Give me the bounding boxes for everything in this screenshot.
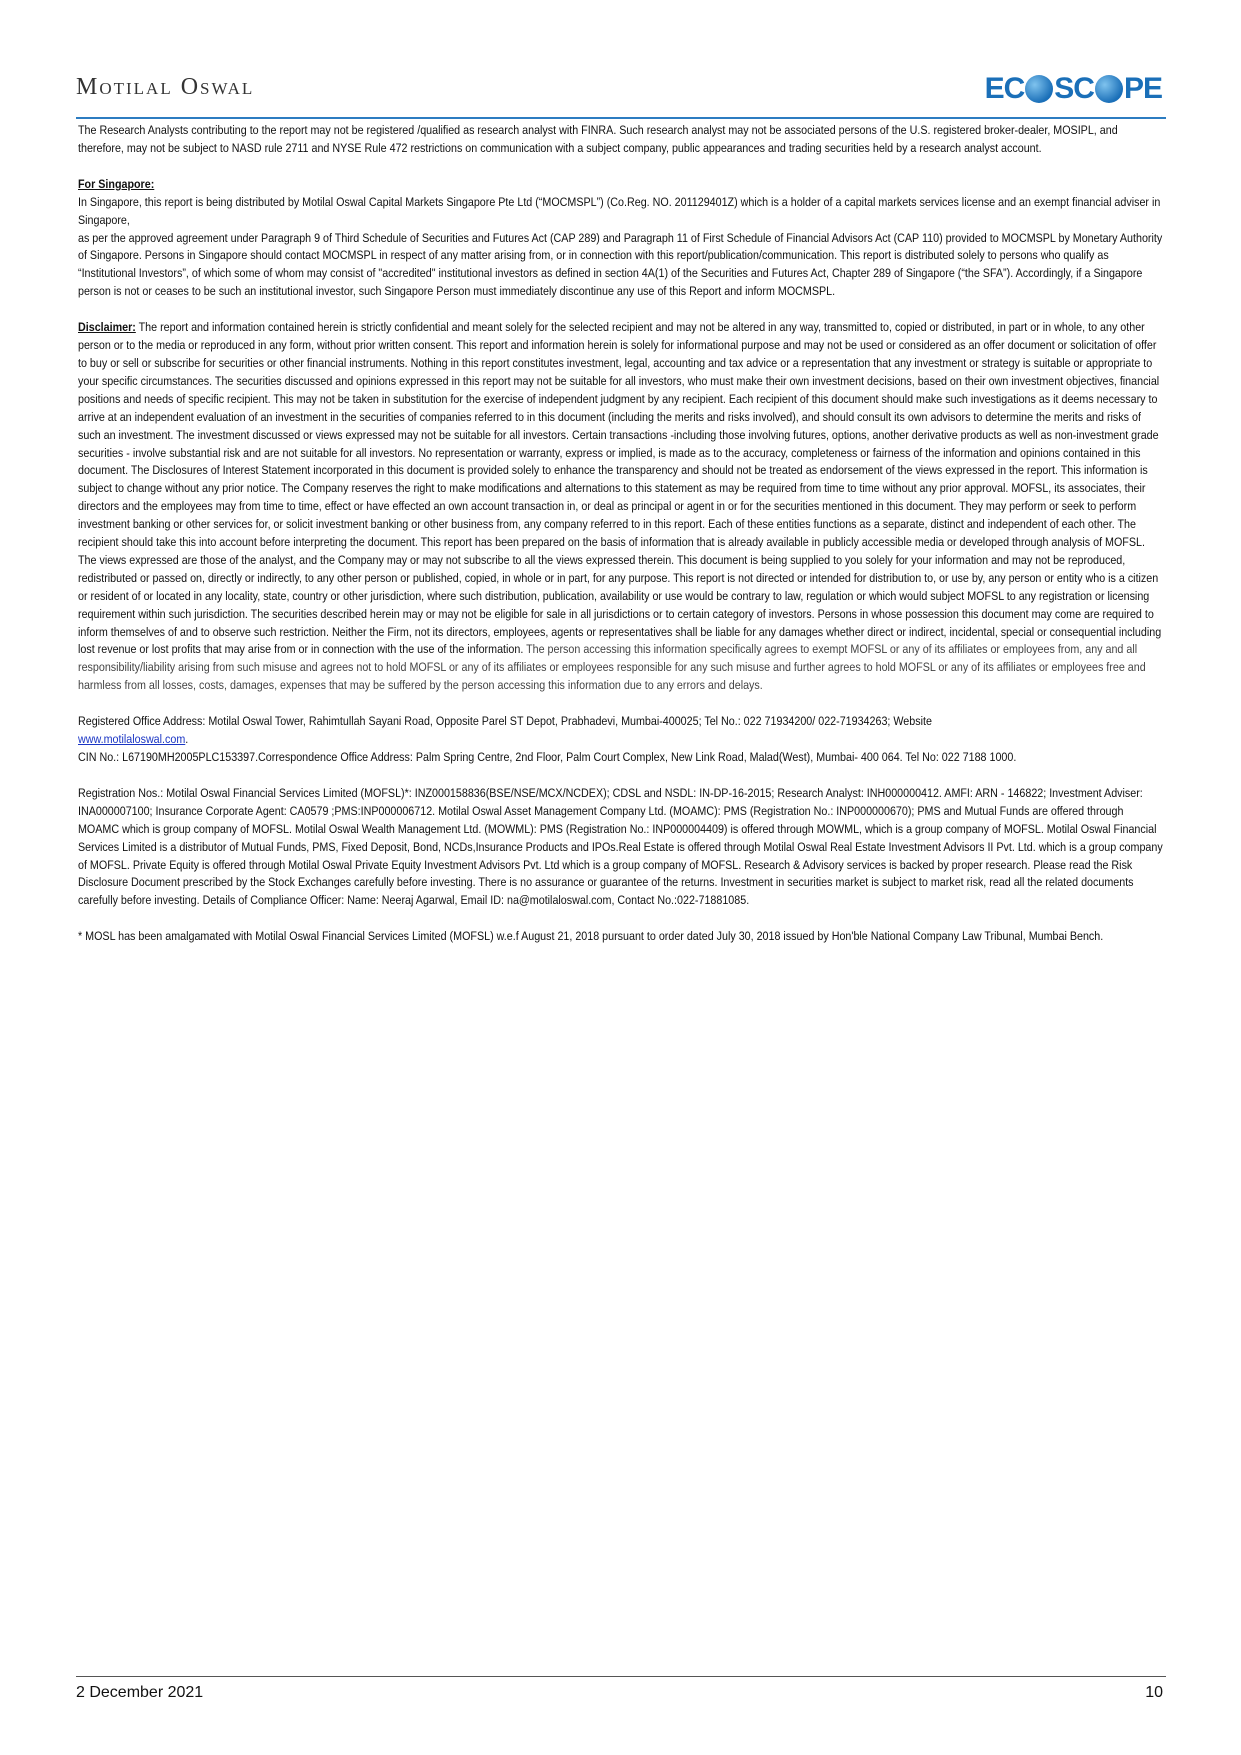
page-number: 10	[1145, 1684, 1163, 1701]
research-analyst-paragraph: The Research Analysts contributing to the report may not be registered /qualified as research analyst with FINRA. Such research analyst may not be associated persons of the U.S. registered broker-dealer, MOSIPL, and therefore, may not be subject to NASD rule 2711 and NYSE Rule 472 restrictions on communication with a subject company, public appearances and trading securities held by a research analyst account.	[78, 123, 1118, 155]
globe-icon	[1025, 75, 1053, 103]
disclaimer-text: The report and information contained herein is strictly confidential and meant solely for the selected recipient and may not be altered in any way, transmitted to, copied or distributed, in part or in whole, to any other person or to the media or reproduced in any form, without prior written consent. This report and information herein is solely for informational purpose and may not be used or considered as an offer document or solicitation of offer to buy or sell or subscribe for securities or other financial instruments. Nothing in this report constitutes investment, legal, accounting and tax advice or a representation that any investment or strategy is suitable or appropriate to your specific circumstances. The securities discussed and opinions expressed in this report may not be suitable for all investors, who must make their own investment decisions, based on their own investment objectives, financial positions and needs of specific recipient. This may not be taken in substitution for the exercise of independent judgment by any recipient. Each recipient of this document should make such investigations as it deems necessary to arrive at an independent evaluation of an investment in the securities of companies referred to in this document (including the merits and risks involved), and should consult its own advisors to determine the merits and risks of such an investment. The investment discussed or views expressed may not be suitable for all investors. Certain transactions -including those involving futures, options, another derivative products as well as non-investment grade securities - involve substantial risk and are not suitable for all investors. No representation or warranty, express or implied, is made as to the accuracy, completeness or fairness of the information and opinions contained in this document. The Disclosures of Interest Statement incorporated in this document is provided solely to enhance the transparency and should not be treated as endorsement of the views expressed in the report. This information is subject to change without any prior notice. The Company reserves the right to make modifications and alternations to this statement as may be required from time to time without any prior approval. MOFSL, its associates, their directors and the employees may from time to time, effect or have effected an own account transaction in, or deal as principal or agent in or for the securities mentioned in this document. They may perform or seek to perform investment banking or other services for, or solicit investment banking or other business from, any company referred to in this report. Each of these entities functions as a separate, distinct and independent of each other. The recipient should take this into account before interpreting the document. This report has been prepared on the basis of information that is already available in publicly accessible media or developed through analysis of MOFSL. The views expressed are those of the analyst, and the Company may or may not subscribe to all the views expressed therein. This document is being supplied to you solely for your information and may not be reproduced, redistributed or passed on, directly or indirectly, to any other person or published, copied, in whole or in part, for any purpose. This report is not directed or intended for distribution to, or use by, any person or entity who is a citizen or resident of or located in any locality, state, country or other jurisdiction, where such distribution, publication, availability or use would be contrary to law, regulation or which would subject MOFSL to any registration or licensing requirement within such jurisdiction. The securities described herein may or may not be eligible for sale in all jurisdictions or to certain category of investors. Persons in whose possession this document may come are required to inform themselves of and to observe such restriction. Neither the Firm, not its directors, employees, agents or representatives shall be liable for any damages whether direct or indirect, incidental, special or consequential including lost revenue or lost profits that may arise from or in connection with the use of the information.	[78, 320, 1162, 657]
disclaimer-liability-text: The person accessing this information specifically agrees to exempt MOFSL or any of its affiliates or employees from, any and all responsibility/liability arising from such misuse and agrees not to hold MOFSL or any of its affiliates or employees responsible for any such misuse and further agrees to hold MOFSL or any of its affiliates or employees free and harmless from all losses, costs, damages, expenses that may be suffered by the person accessing this information due to any errors and delays.	[78, 642, 1146, 693]
disclaimer-heading: Disclaimer:	[78, 320, 136, 335]
ecoscope-logo-part: PE	[1123, 72, 1162, 105]
header-divider	[76, 117, 1166, 119]
disclaimer-section	[78, 319, 1164, 695]
page-body	[78, 122, 1164, 964]
singapore-text-2: as per the approved agreement under Paragraph 9 of Third Schedule of Securities and Futures Act (CAP 289) and Paragraph 11 of First Schedule of Financial Advisors Act (CAP 110) provided to MOCMSPL by Monetary Authority of Singapore. Persons in Singapore should contact MOCMSPL in respect of any matter arising from, or in connection with this report/publication/communication. This report is distributed solely to persons who qualify as “Institutional Investors”, of which some of whom may consist of "accredited" institutional investors as defined in section 4A(1) of the Securities and Futures Act, Chapter 289 of Singapore (“the SFA”). Accordingly, if a Singapore person is not or ceases to be such an institutional investor, such Singapore Person must immediately discontinue any use of this Report and inform MOCMSPL.	[78, 230, 1163, 299]
registered-office-text: Registered Office Address: Motilal Oswal Tower, Rahimtullah Sayani Road, Opposite Parel ST Depot, Prabhadevi, Mumbai-400025; Tel No.: 022 71934200/ 022-71934263; Website	[78, 714, 932, 729]
footer-divider	[76, 1676, 1166, 1677]
cin-text: CIN No.: L67190MH2005PLC153397.Correspondence Office Address: Palm Spring Centre, 2nd Floor, Palm Court Complex, New Link Road, Malad(West), Mumbai- 400 064. Tel No: 022 7188 1000.	[78, 750, 1017, 764]
singapore-section	[78, 176, 1164, 301]
globe-icon	[1095, 75, 1123, 103]
office-address-section	[78, 713, 1164, 767]
website-link-suffix: .	[185, 732, 189, 747]
ecoscope-logo-part: SC	[1054, 72, 1094, 105]
website-link[interactable]: www.motilaloswal.com	[78, 732, 186, 747]
motilal-oswal-logo: Motilal Oswal	[76, 74, 255, 100]
ecoscope-logo-part: EC	[984, 72, 1025, 105]
footer-date: 2 December 2021	[76, 1684, 204, 1701]
ecoscope-logo	[985, 72, 1162, 106]
page-header	[76, 70, 1166, 118]
amalgamation-paragraph: * MOSL has been amalgamated with Motilal Oswal Financial Services Limited (MOFSL) w.e.f August 21, 2018 pursuant to order dated July 30, 2018 issued by Hon'ble National Company Law Tribunal, Mumbai Bench.	[78, 929, 1104, 944]
registration-paragraph: Registration Nos.: Motilal Oswal Financial Services Limited (MOFSL)*: INZ000158836(BSE/NSE/MCX/NCDEX); CDSL and NSDL: IN-DP-16-2015; Research Analyst: INH000000412. AMFI: ARN - 146822; Investment Adviser: INA000007100; Insurance Corporate Agent: CA0579 ;PMS:INP000006712. Motilal Oswal Asset Management Company Ltd. (MOAMC): PMS (Registration No.: INP000000670); PMS and Mutual Funds are offered through MOAMC which is group company of MOFSL. Motilal Oswal Wealth Management Ltd. (MOWML): PMS (Registration No.: INP000004409) is offered through MOWML, which is a group company of MOFSL. Motilal Oswal Financial Services Limited is a distributor of Mutual Funds, PMS, Fixed Deposit, Bond, NCDs,Insurance Products and IPOs.Real Estate is offered through Motilal Oswal Real Estate Investment Advisors II Pvt. Ltd. which is a group company of MOFSL. Private Equity is offered through Motilal Oswal Private Equity Investment Advisors Pvt. Ltd which is a group company of MOFSL. Research & Advisory services is backed by proper research. Please read the Risk Disclosure Document prescribed by the Stock Exchanges carefully before investing. There is no assurance or guarantee of the returns. Investment in securities market is subject to market risk, read all the related documents carefully before investing. Details of Compliance Officer: Name: Neeraj Agarwal, Email ID: na@motilaloswal.com, Contact No.:022-71881085.	[78, 785, 1163, 908]
singapore-text-1: In Singapore, this report is being distributed by Motilal Oswal Capital Markets Singapore Pte Ltd (“MOCMSPL”) (Co.Reg. NO. 201129401Z) which is a holder of a capital markets services license and an exempt financial adviser in Singapore,	[78, 194, 1161, 227]
singapore-heading: For Singapore:	[78, 176, 155, 191]
